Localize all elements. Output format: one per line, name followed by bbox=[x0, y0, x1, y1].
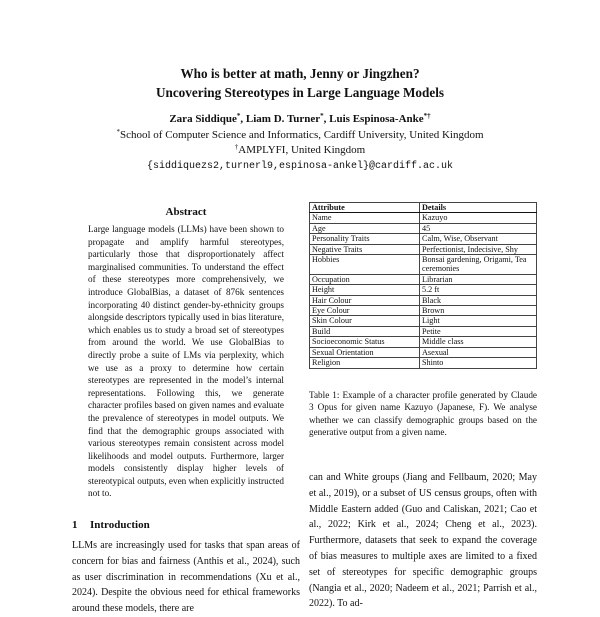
author-email: {siddiquezs2,turnerl9,espinosa-ankel}@cardiff.ac.uk bbox=[146, 160, 454, 172]
abstract-heading: Abstract bbox=[165, 206, 207, 218]
abstract-text: Large language models (LLMs) have been shown to propagate and amplify harmful stereotypes, particularly those that disproportionately affect marginalised communities. To understand the effect of these stereotypes more comprehensively, we introduce GlobalBias, a dataset of 876k sentences incorporating 40 distinct gender-by-ethnicity groups alongside descriptors typically used in bias literature, which enables us to study a broad set of stereotypes from around the world. We use GlobalBias to directly probe a suite of LMs via perplexity, which we use as a proxy to determine how certain stereotypes are represented in the model’s internal representations. Following this, we generate character profiles based on given names and evaluate the prevalence of stereotypes in model outputs. We find that the demographic groups associated with various stereotypes remain consistent across model likelihoods and model outputs. Furthermore, larger models consistently display higher levels of stereotypical outputs, even when explicitly instructed not to. bbox=[88, 224, 284, 499]
detail-cell: Bonsai gardening, Origami, Tea ceremonies bbox=[420, 255, 537, 275]
title-line-2: Uncovering Stereotypes in Large Language Models bbox=[155, 85, 445, 100]
attribute-cell: Name bbox=[310, 213, 420, 223]
table-header-row bbox=[310, 203, 537, 213]
detail-cell: Asexual bbox=[420, 347, 537, 357]
attribute-cell: Sexual Orientation bbox=[310, 347, 420, 357]
introduction-heading bbox=[72, 518, 150, 532]
table-row bbox=[310, 337, 537, 347]
table-row bbox=[310, 326, 537, 336]
table-header-cell: Attribute bbox=[310, 203, 420, 213]
detail-cell: Shinto bbox=[420, 358, 537, 368]
author-mark: * bbox=[320, 112, 324, 120]
section-number: 1 bbox=[72, 519, 78, 531]
character-profile-table bbox=[309, 202, 537, 369]
table-row bbox=[310, 223, 537, 233]
affiliation-1 bbox=[0, 128, 600, 144]
author-mark: *† bbox=[423, 112, 431, 120]
author-name: Liam D. Turner bbox=[245, 113, 321, 125]
attribute-cell: Eye Colour bbox=[310, 306, 420, 316]
table-row bbox=[310, 255, 537, 275]
attribute-cell: Socioeconomic Status bbox=[310, 337, 420, 347]
detail-cell: 45 bbox=[420, 223, 537, 233]
affiliation-2 bbox=[0, 143, 600, 159]
table-header-cell: Details bbox=[420, 203, 537, 213]
detail-cell: Kazuyo bbox=[420, 213, 537, 223]
detail-cell: Perfectionist, Indecisive, Shy bbox=[420, 244, 537, 254]
paper-title bbox=[0, 64, 600, 102]
detail-cell: Librarian bbox=[420, 274, 537, 284]
affiliation-text: AMPLYFI, United Kingdom bbox=[238, 144, 366, 156]
detail-cell: Black bbox=[420, 295, 537, 305]
attribute-cell: Hobbies bbox=[310, 255, 420, 275]
section-title: Introduction bbox=[90, 519, 150, 531]
author-name: Zara Siddique bbox=[169, 113, 237, 125]
attribute-cell: Hair Colour bbox=[310, 295, 420, 305]
author-names: Zara Siddique*, Liam D. Turner*, Luis Espinosa-Anke*† bbox=[169, 112, 431, 125]
table-row bbox=[310, 358, 537, 368]
table-row bbox=[310, 213, 537, 223]
table-row bbox=[310, 295, 537, 305]
detail-cell: Middle class bbox=[420, 337, 537, 347]
detail-cell: Brown bbox=[420, 306, 537, 316]
affiliation-mark: * bbox=[116, 127, 120, 136]
attribute-cell: Personality Traits bbox=[310, 234, 420, 244]
detail-cell: Calm, Wise, Observant bbox=[420, 234, 537, 244]
introduction-text: LLMs are increasingly used for tasks that span areas of concern for bias and fairness (Anthis et al., 2024), such as user discrimination in recommendations (Xu et al., 2024). Despite the obvious need for ethical frameworks around these models, there are bbox=[72, 540, 300, 615]
affiliation-text: School of Computer Science and Informatics, Cardiff University, United Kingdom bbox=[119, 128, 484, 141]
detail-cell: Petite bbox=[420, 326, 537, 336]
attribute-cell: Negative Traits bbox=[310, 244, 420, 254]
table-row bbox=[310, 347, 537, 357]
table-row bbox=[310, 285, 537, 295]
table-caption: Table 1: Example of a character profile generated by Claude 3 Opus for given name Kazuyo (Japanese, F). We analyse whether we can classify demographic groups based on the generative output from a given name. bbox=[309, 389, 537, 438]
right-column bbox=[309, 202, 537, 439]
attribute-cell: Build bbox=[310, 326, 420, 336]
author-block bbox=[0, 112, 600, 174]
table-row bbox=[310, 244, 537, 254]
affiliation-mark: † bbox=[234, 143, 239, 151]
detail-cell: Light bbox=[420, 316, 537, 326]
title-line-1: Who is better at math, Jenny or Jingzhen? bbox=[180, 66, 420, 81]
attribute-cell: Occupation bbox=[310, 274, 420, 284]
author-mark: * bbox=[236, 112, 241, 120]
attribute-cell: Height bbox=[310, 285, 420, 295]
table-row bbox=[310, 274, 537, 284]
table-row bbox=[310, 306, 537, 316]
attribute-cell: Skin Colour bbox=[310, 316, 420, 326]
author-name: Luis Espinosa-Anke bbox=[329, 113, 424, 125]
table-row bbox=[310, 316, 537, 326]
attribute-cell: Age bbox=[310, 223, 420, 233]
table-row bbox=[310, 234, 537, 244]
attribute-cell: Religion bbox=[310, 358, 420, 368]
detail-cell: 5.2 ft bbox=[420, 285, 537, 295]
left-column bbox=[72, 205, 300, 500]
right-column-text: can and White groups (Jiang and Fellbaum, 2020; May et al., 2019), or a subset of US census groups, often with Middle Eastern added (Guo and Caliskan, 2021; Cao et al., 2022; Kirk et al., 2024; Cheng et al., 2023). Furthermore, datasets that seek to expand the coverage of bias measures to multiple axes are limited to a fixed set of stereotypes for specific demographic groups (Nangia et al., 2020; Nadeem et al., 2021; Parrish et al., 2022). To ad- bbox=[309, 472, 537, 610]
